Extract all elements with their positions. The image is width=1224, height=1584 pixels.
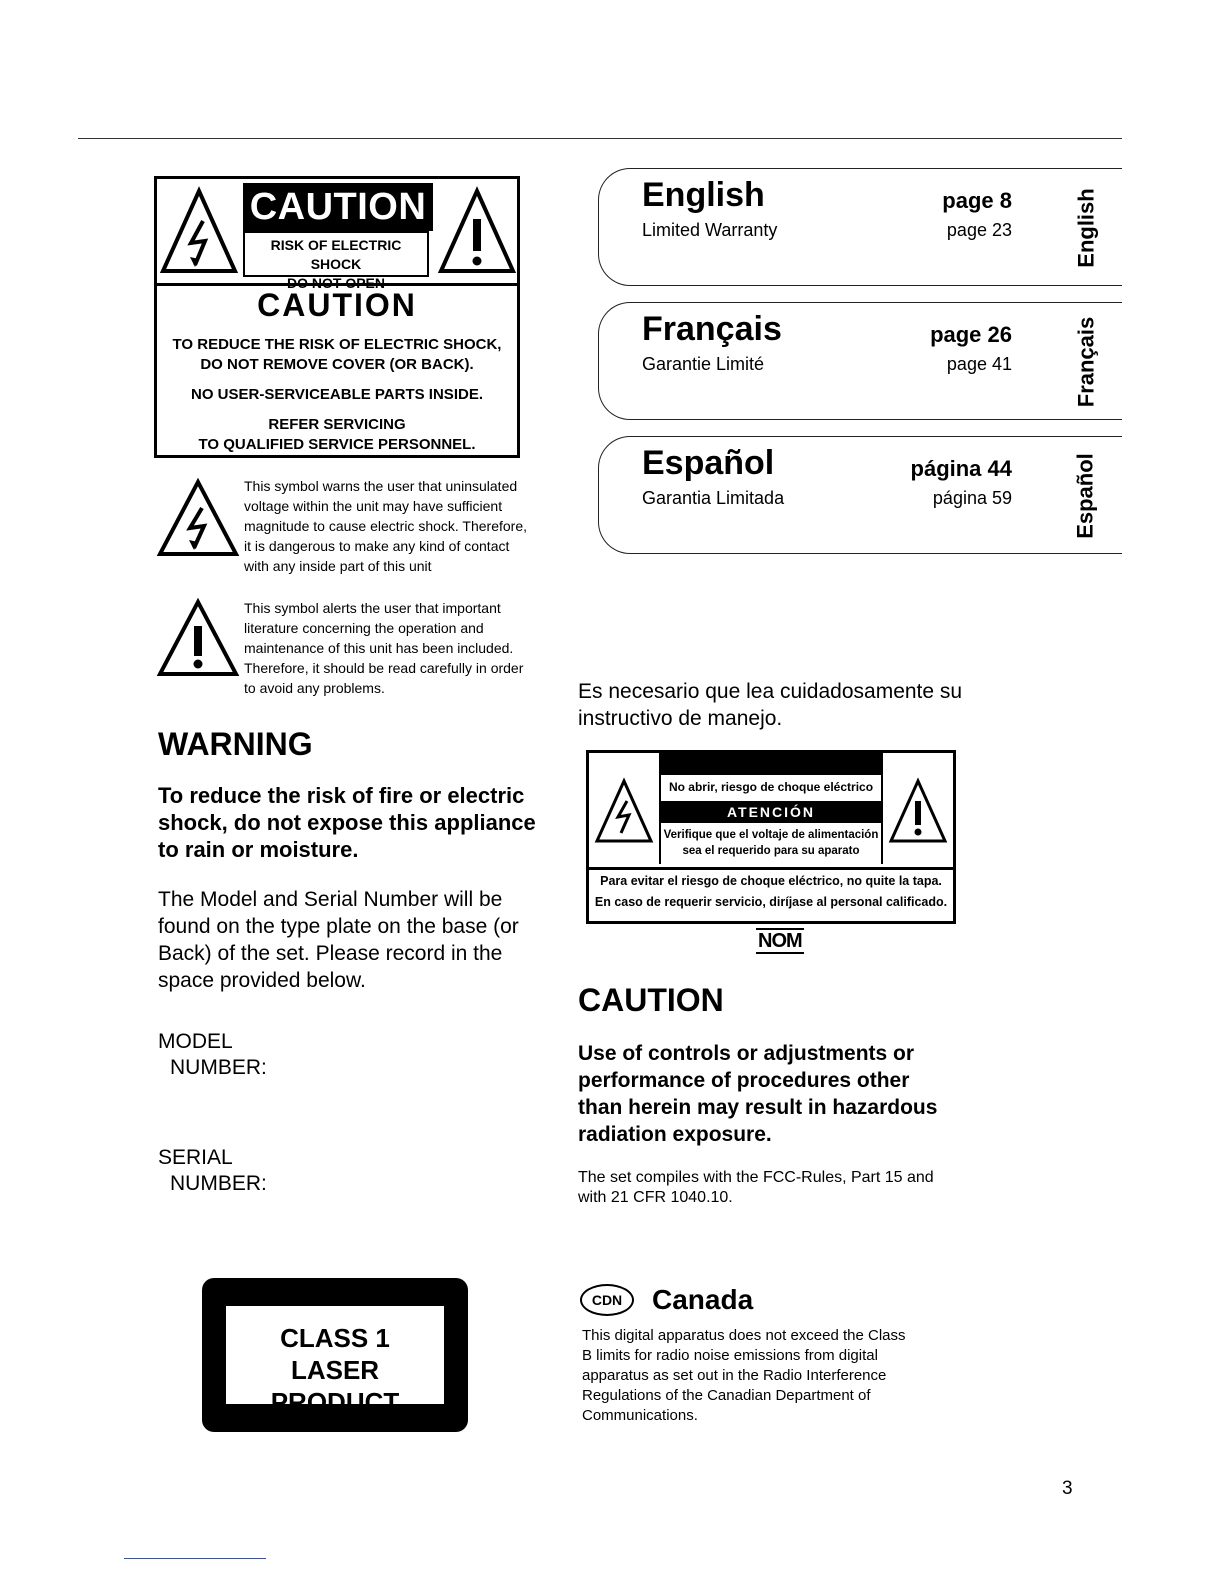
nom-mark: NOM [758,930,802,952]
language-subtitle: Garantie Limité [642,354,765,374]
language-tab-english[interactable] [598,168,1122,286]
language-tab-espanol[interactable] [598,436,1122,554]
caution-text-line: NO USER-SERVICEABLE PARTS INSIDE. [191,386,483,403]
language-name: English [642,176,765,214]
laser-product-inner [226,1306,444,1417]
page-reference: page 26 [930,322,1012,347]
page-reference: página 44 [910,456,1012,481]
caution-sub-box [243,231,429,291]
caution-radiation-text: Use of controls or adjustments or performance of procedures other than herein may result in hazardous radiation exposure. [578,1042,938,1146]
symbol-voltage-description: This symbol warns the user that uninsulated voltage within the unit may have sufficient magnitude to cause electric shock. Therefore, it is dangerous to make any kind of contact with any inside part of this unit [244,478,528,574]
caution-sub-line: RISK OF ELECTRIC SHOCK [270,237,402,272]
side-tab-label: English [1073,188,1098,268]
symbol-alert-description: This symbol alerts the user that important literature concerning the operation and maintenance of this unit has been included. Therefore, it should be read carefully in order to avoid any problems. [244,600,524,696]
electric-shock-warning-icon [156,478,240,558]
canada-heading: Canada [652,1284,754,1315]
caution-sub-line: DO NOT OPEN [286,275,385,291]
atencion-footer-line: Para evitar el riesgo de choque eléctrico, no quite la tapa. [600,874,942,888]
page-reference: page 8 [942,188,1012,213]
serial-label: SERIAL [158,1146,233,1169]
atencion-banner: ATENCIÓN [661,801,881,823]
warning-text: To reduce the risk of fire or electric shock, do not expose this appliance to rain or moisture. [158,783,536,862]
laser-product-label [202,1278,468,1432]
atencion-center [659,753,883,864]
atencion-line: No abrir, riesgo de choque eléctrico [668,780,874,794]
laser-product-text: LASER PRODUCT [270,1355,400,1417]
spanish-instruction-text: Es necesario que lea cuidadosamente su instructivo de manejo. [578,680,963,730]
page-reference-sub: página 59 [932,488,1012,508]
language-subtitle: Limited Warranty [642,220,778,240]
electric-shock-warning-icon [159,185,239,277]
caution-text-line: TO QUALIFIED SERVICE PERSONNEL. [198,436,476,453]
atencion-line: Verifique que el voltaje de alimentación [663,829,879,841]
page-reference-sub: page 23 [946,220,1012,240]
atencion-footer [589,871,953,913]
caution-label [154,176,520,458]
atencion-header [589,753,953,870]
fcc-text: The set compiles with the FCC-Rules, Part 15 and with 21 CFR 1040.10. [578,1169,934,1206]
caution-label-header [157,179,517,291]
caution-heading: CAUTION [257,287,417,323]
language-subtitle: Garantia Limitada [642,488,785,508]
exclamation-warning-icon [437,185,517,277]
canada-text: This digital apparatus does not exceed the Class B limits for radio noise emissions from digital apparatus as set out in the Radio Interference Regulations of the Canadian Department of Communications. [582,1327,906,1424]
model-serial-paragraph: The Model and Serial Number will be found on the type plate on the base (or Back) of the set. Please record in the space provided below. [158,888,519,992]
atencion-footer-line: En caso de requerir servicio, diríjase al personal calificado. [594,895,948,909]
laser-class-text: CLASS 1 [280,1323,390,1353]
atencion-label [586,750,956,924]
page-number: 3 [1062,1478,1073,1499]
language-name: Français [642,310,782,348]
caution-heading-right: CAUTION [578,982,724,1018]
top-rule [78,138,1122,139]
exclamation-warning-icon [887,777,949,845]
side-tab-label: Español [1073,453,1098,539]
caution-banner: CAUTION [243,183,433,231]
language-tab-francais[interactable] [598,302,1122,420]
atencion-dark-bar [661,753,881,775]
model-label: MODEL [158,1030,233,1053]
caution-text-line: REFER SERVICING [268,416,406,433]
warning-heading: WARNING [158,726,313,762]
atencion-line: sea el requerido para su aparato [682,845,860,857]
caution-text-line: TO REDUCE THE RISK OF ELECTRIC SHOCK, [172,336,502,353]
bottom-rule [124,1558,266,1559]
cdn-badge: CDN [580,1284,634,1316]
electric-shock-warning-icon [593,777,655,845]
atencion-line-2 [661,827,881,859]
caution-text-line: DO NOT REMOVE COVER (OR BACK). [200,356,474,373]
side-tab-label: Français [1073,316,1098,408]
page-reference-sub: page 41 [946,354,1012,374]
exclamation-warning-icon [156,598,240,678]
serial-number-label: NUMBER: [170,1172,267,1195]
model-number-label: NUMBER: [170,1056,267,1079]
language-name: Español [642,444,775,482]
